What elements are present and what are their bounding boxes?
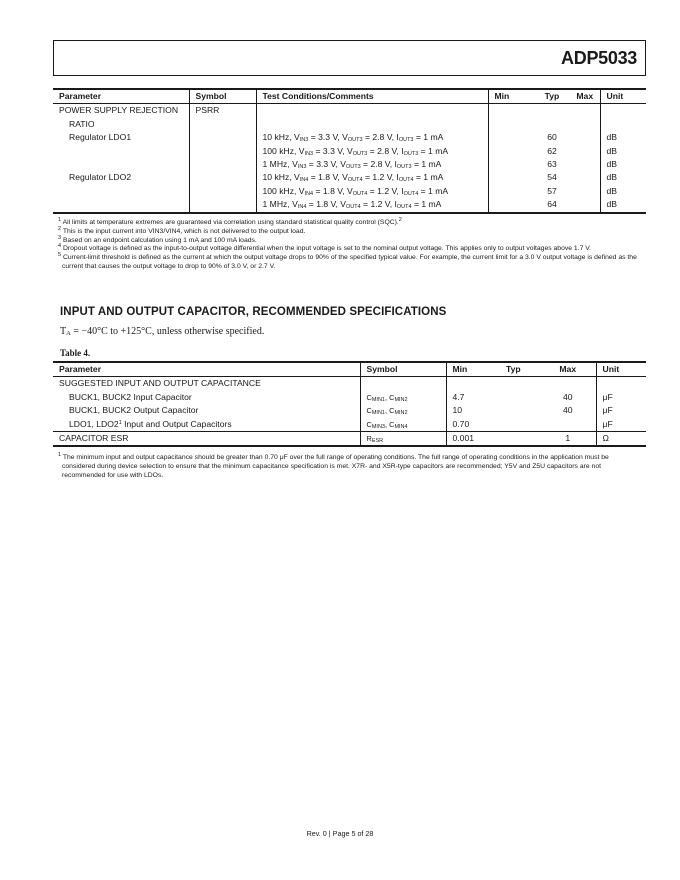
min-cell: 10 xyxy=(446,404,500,417)
param-cell: CAPACITOR ESR xyxy=(59,433,129,444)
param-cell: RATIO xyxy=(69,118,95,129)
table-row xyxy=(53,418,646,432)
symbol-cell: $C_{MIN1}$, $C_{MIN2}$ xyxy=(360,404,446,417)
max-cell xyxy=(540,418,596,432)
footnote: $^1$ The minimum input and output capacitance should be greater than 0.70 μF over the full range of operating conditions. The full range of operating conditions in the application must be considered during device selection to ensure that the minimum capacitance specification is met. X7R- and X5R-type capacitors are recommended; Y5V and Z5U capacitors are not recommended for use with LDOs. xyxy=(58,452,609,479)
table-row xyxy=(53,171,646,184)
capacitor-spec-table xyxy=(53,361,646,447)
typ-cell: 62 xyxy=(547,145,557,156)
footnote: $^3$ Based on an endpoint calculation using 1 mA and 100 mA loads. xyxy=(58,234,257,244)
table-row xyxy=(53,158,646,171)
table-row xyxy=(53,391,646,404)
typ-cell: 64 xyxy=(547,199,557,210)
col-header-max: Max xyxy=(559,364,577,374)
section-conditions: $T_A = -40^\circ C$ to +125°C, unless otherwise specified. xyxy=(60,326,265,337)
table-header-row xyxy=(53,89,646,104)
param-cell: POWER SUPPLY REJECTION xyxy=(59,105,179,116)
condition-cell: 100 kHz, $V_{IN4} = 1.8$ V, $V_{OUT4} = 1.2$ V, $I_{OUT4} = 1$ mA xyxy=(256,185,488,198)
table-row xyxy=(53,118,646,131)
min-cell: 4.7 xyxy=(446,391,500,404)
table-row xyxy=(53,185,646,198)
table-row xyxy=(53,432,646,447)
unit-cell: μF xyxy=(596,418,646,432)
unit-cell: μF xyxy=(596,391,646,404)
table-caption: Table 4. xyxy=(60,348,91,358)
param-cell: BUCK1, BUCK2 Output Capacitor xyxy=(69,405,199,416)
col-header-symbol: Symbol xyxy=(189,89,256,104)
col-header-conditions: Test Conditions/Comments xyxy=(256,89,488,104)
condition-cell: 100 kHz, $V_{IN3} = 3.3$ V, $V_{OUT3} = 2.8$ V, $I_{OUT3} = 1$ mA xyxy=(256,145,488,158)
col-header-symbol: Symbol xyxy=(360,362,446,377)
unit-cell: dB xyxy=(600,171,646,184)
footnote: $^5$ Current-limit threshold is defined as the current at which the output voltage drops to 90% of the specified typical value. For example, the current limit for a 3.0 V output voltage is defined as the current that causes the output voltage to drop to 90% of 3.0 V, or 2.7 V. xyxy=(58,252,637,270)
unit-cell: μF xyxy=(596,404,646,417)
condition-cell: 1 MHz, $V_{IN3} = 3.3$ V, $V_{OUT3} = 2.8$ V, $I_{OUT3} = 1$ mA xyxy=(256,158,488,171)
typ-cell: 57 xyxy=(547,185,557,196)
typ-cell: 54 xyxy=(547,172,557,183)
table-row xyxy=(53,145,646,158)
typ-cell: 60 xyxy=(547,132,557,143)
condition-cell: 10 kHz, $V_{IN4} = 1.8$ V, $V_{OUT4} = 1.2$ V, $I_{OUT4} = 1$ mA xyxy=(256,171,488,184)
condition-cell: 10 kHz, $V_{IN3} = 3.3$ V, $V_{OUT3} = 2.8$ V, $I_{OUT3} = 1$ mA xyxy=(256,131,488,144)
table-header-row xyxy=(53,362,646,377)
symbol-cell: PSRR xyxy=(189,104,256,118)
min-cell: 0.001 xyxy=(446,432,500,447)
footnotes-table4 xyxy=(58,454,640,480)
group-label: SUGGESTED INPUT AND OUTPUT CAPACITANCE xyxy=(59,378,261,389)
col-header-unit: Unit xyxy=(596,362,646,377)
footnote: $^1$ All limits at temperature extremes are guaranteed via correlation using standard statistical quality control (SQC).$^2$ xyxy=(58,217,402,226)
unit-cell: Ω xyxy=(596,432,646,447)
col-header-parameter: Parameter xyxy=(59,364,102,374)
max-cell: 1 xyxy=(565,433,571,444)
max-cell: 40 xyxy=(562,391,573,402)
page-footer: Rev. 0 | Page 5 of 28 xyxy=(306,829,374,838)
param-cell: Regulator LDO1 xyxy=(69,132,132,143)
typ-cell: 63 xyxy=(547,159,557,170)
symbol-cell: $C_{MIN3}$, $C_{MIN4}$ xyxy=(360,418,446,432)
section-heading: INPUT AND OUTPUT CAPACITOR, RECOMMENDED SPECIFICATIONS xyxy=(60,306,447,318)
footnote: $^4$ Dropout voltage is defined as the input-to-output voltage differential when the input voltage is set to the nominal output voltage. This applies only to output voltages above 1.7 V. xyxy=(58,243,592,253)
table-row xyxy=(53,404,646,417)
col-header-parameter: Parameter xyxy=(59,91,102,101)
unit-cell: dB xyxy=(600,145,646,158)
table-row xyxy=(53,377,646,391)
psrr-spec-table xyxy=(53,88,646,214)
col-header-max: Max xyxy=(576,91,594,101)
col-header-typ: Typ xyxy=(506,364,521,374)
footnotes-table3 xyxy=(58,219,643,272)
footnote: $^2$ This is the input current into VIN3/VIN4, which is not delivered to the output load. xyxy=(58,225,306,235)
col-header-typ: Typ xyxy=(544,91,560,101)
table-row xyxy=(53,104,646,118)
min-cell: 0.70 xyxy=(446,418,500,432)
unit-cell: dB xyxy=(600,158,646,171)
unit-cell: dB xyxy=(600,185,646,198)
condition-cell: 1 MHz, $V_{IN4} = 1.8$ V, $V_{OUT4} = 1.2$ V, $I_{OUT4} = 1$ mA xyxy=(256,198,488,212)
table-row xyxy=(53,198,646,212)
param-cell: LDO1, $LDO2^1$ Input and Output Capacitors xyxy=(69,418,232,429)
unit-cell: dB xyxy=(600,131,646,144)
param-cell: Regulator LDO2 xyxy=(69,172,132,183)
symbol-cell: $C_{MIN1}$, $C_{MIN2}$ xyxy=(360,391,446,404)
table-row xyxy=(53,131,646,144)
symbol-cell: $R_{ESR}$ xyxy=(360,432,446,447)
part-number-title: ADP5033 xyxy=(561,48,637,68)
col-header-unit: Unit xyxy=(600,89,646,104)
max-cell: 40 xyxy=(562,405,573,416)
page-header xyxy=(53,40,646,76)
unit-cell: dB xyxy=(600,198,646,212)
param-cell: BUCK1, BUCK2 Input Capacitor xyxy=(69,391,192,402)
col-header-min: Min xyxy=(488,89,534,104)
col-header-min: Min xyxy=(446,362,500,377)
